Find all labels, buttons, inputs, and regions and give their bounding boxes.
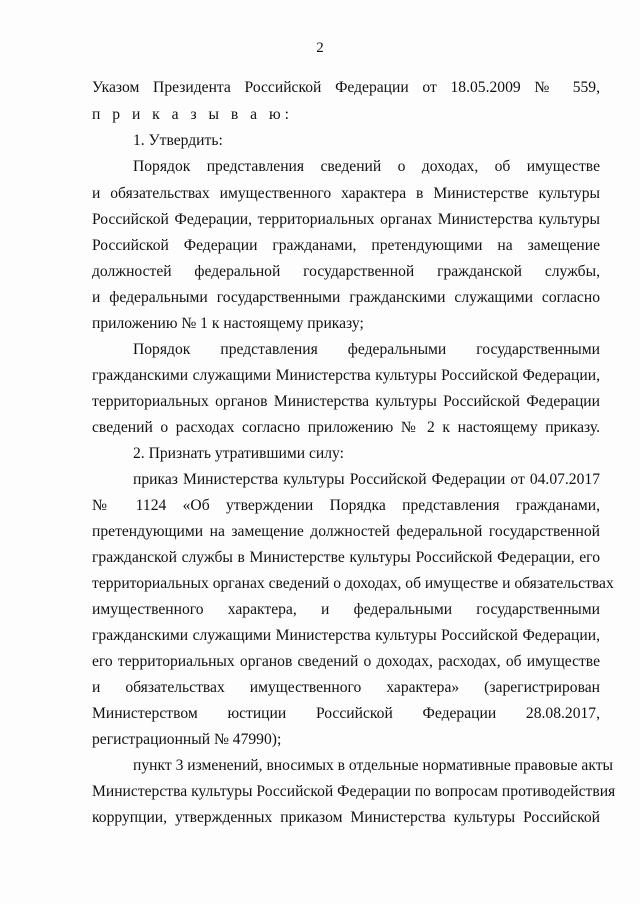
text-line: территориальных органах сведений о доходах, об имуществе и обязательствах (92, 575, 614, 592)
text-line: Указом Президента Российской Федерации от 18.05.2009 № 559, (92, 79, 600, 96)
text-line: и федеральными государственными гражданскими служащими согласно (92, 289, 600, 306)
text-line: Порядок представления федеральными государственными (133, 341, 600, 358)
text-line: Министерством юстиции Российской Федерации 28.08.2017, (92, 705, 600, 722)
text-line: гражданскими служащими Министерства культуры Российской Федерации, (92, 367, 600, 384)
text-line: гражданской службы в Министерстве культуры Российской Федерации, его (92, 549, 600, 566)
text-line: пункт 3 изменений, вносимых в отдельные нормативные правовые акты (133, 757, 613, 774)
text-line: и обязательствах имущественного характера» (зарегистрирован (92, 679, 600, 696)
text-line: и обязательствах имущественного характера в Министерстве культуры (92, 185, 600, 202)
text-line: приложению № 1 к настоящему приказу; (92, 315, 364, 332)
text-line: Российской Федерации гражданами, претендующими на замещение (92, 237, 600, 254)
text-line: № 1124 «Об утверждении Порядка представления гражданами, (92, 497, 600, 514)
text-line: Российской Федерации, территориальных органах Министерства культуры (92, 211, 600, 228)
page-number: 2 (316, 40, 324, 56)
text-line: гражданскими служащими Министерства культуры Российской Федерации, (92, 627, 600, 644)
text-line: Порядок представления сведений о доходах, об имуществе (133, 158, 600, 175)
text-line: его территориальных органов сведений о доходах, расходах, об имуществе (92, 653, 600, 670)
text-line: регистрационный № 47990); (92, 731, 282, 748)
text-line: имущественного характера, и федеральными государственными (92, 601, 600, 618)
text-line: п р и к а з ы в а ю: (92, 106, 293, 123)
text-line: территориальных органов Министерства культуры Российской Федерации (92, 393, 600, 410)
text-line: должностей федеральной государственной гражданской службы, (92, 263, 600, 280)
text-line: Министерства культуры Российской Федерации по вопросам противодействия (92, 783, 616, 800)
text-line: 2. Признать утратившими силу: (133, 445, 344, 462)
text-line: сведений о расходах согласно приложению № 2 к настоящему приказу. (92, 419, 600, 436)
text-line: коррупции, утвержденных приказом Министерства культуры Российской (92, 809, 600, 826)
text-line: претендующими на замещение должностей федеральной государственной (92, 523, 600, 540)
text-line: приказ Министерства культуры Российской Федерации от 04.07.2017 (133, 471, 600, 488)
text-line: 1. Утвердить: (133, 132, 223, 149)
